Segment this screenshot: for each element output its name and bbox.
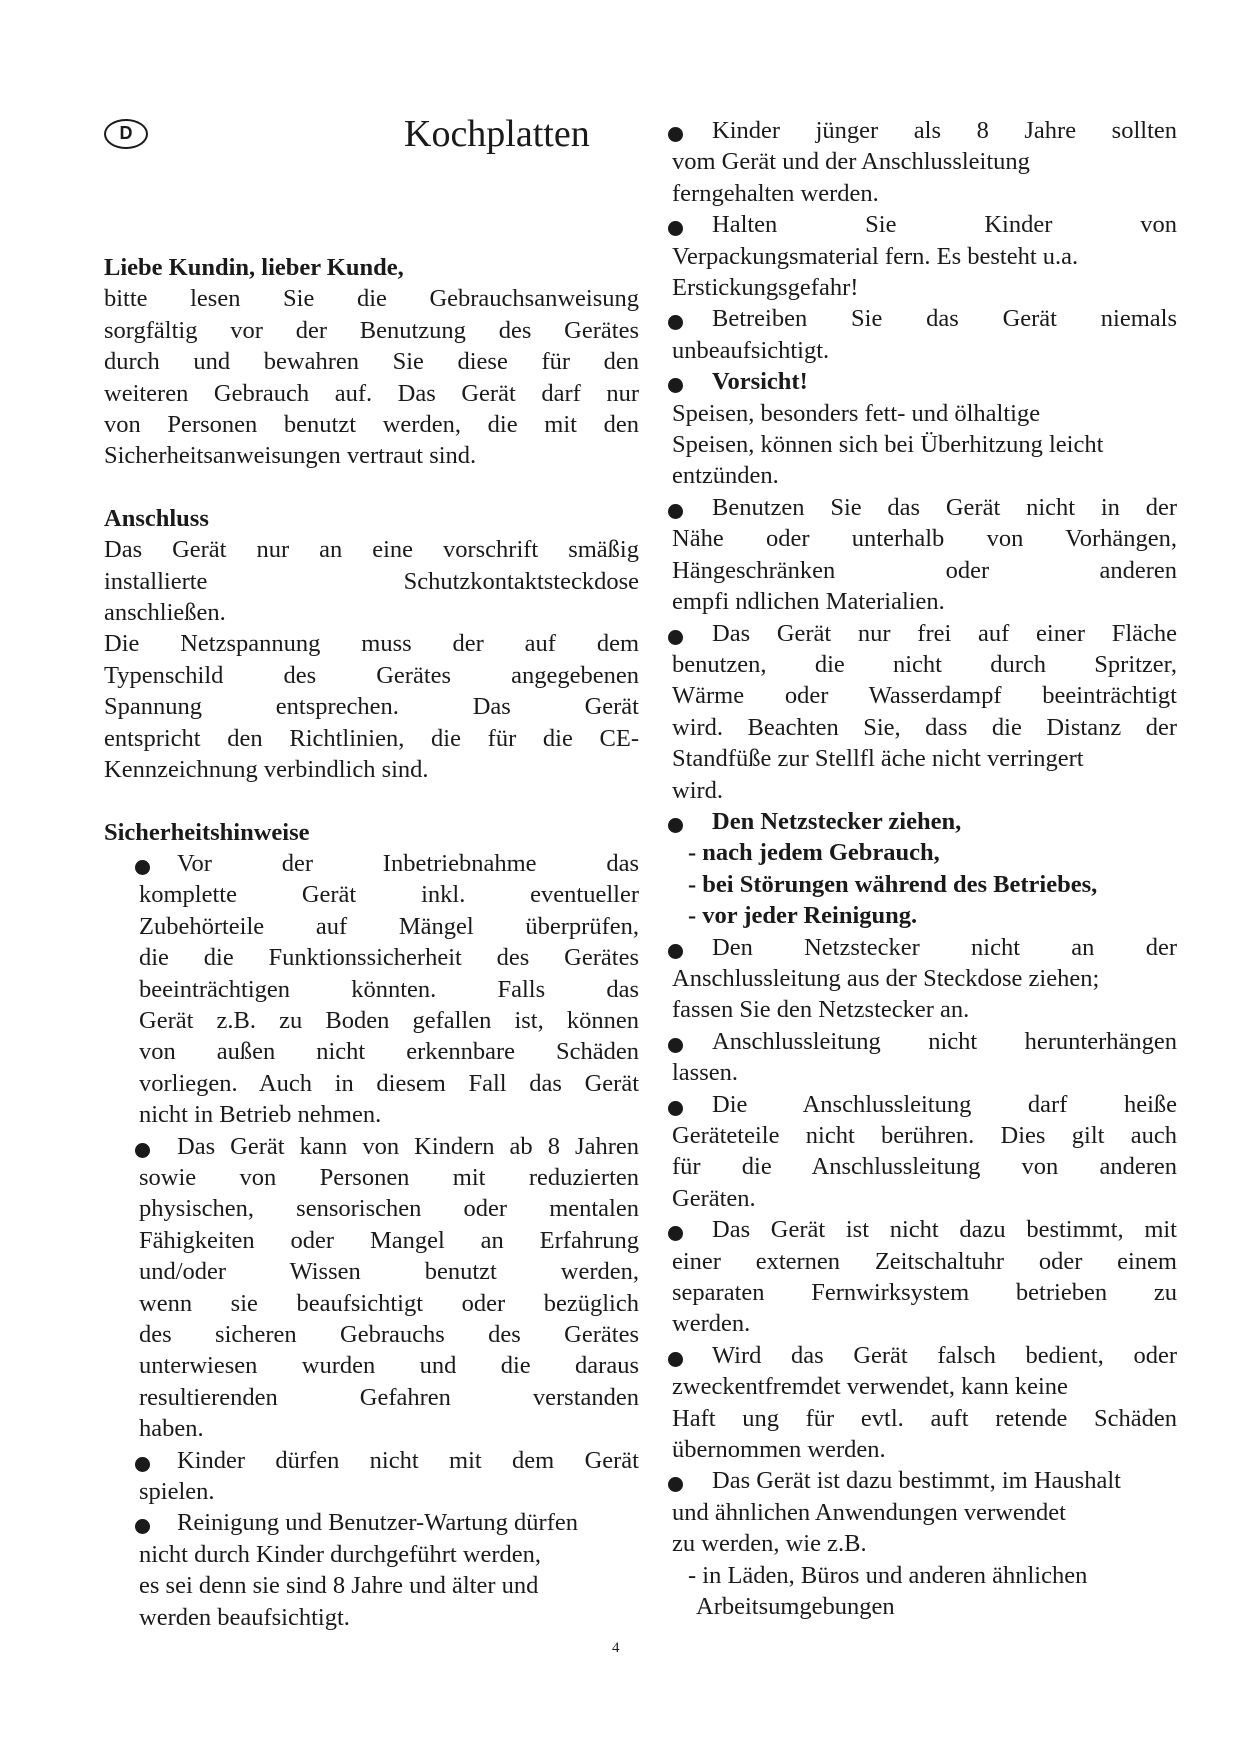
bullet-icon [135,1143,150,1158]
list-item: Das Gerät ist dazu bestimmt, im Haushalt und ähnlichen Anwendungen verwendet zu werden, wie z.B. - in Läden, Büros und anderen ähnlichen Arbeitsumgebungen [672,1465,1177,1622]
list-item: Kinder dürfen nicht mit dem Gerät spielen. [104,1445,639,1508]
intro-line: weiteren Gebrauch auf. Das Gerät darf nur [104,379,639,407]
page-title: Kochplatten [404,113,590,155]
intro-line: bitte lesen Sie die Gebrauchsanweisung [104,285,639,313]
page-number: 4 [612,1640,620,1656]
bullet-icon [135,1457,150,1472]
anschluss-line: Spannung entsprechen. Das Gerät [104,693,639,721]
intro-line: durch und bewahren Sie diese für den [104,348,639,376]
list-item: Benutzen Sie das Gerät nicht in der Nähe oder unterhalb von Vorhängen, Hängeschränken oder anderen empfi ndlichen Materialien. [672,492,1177,618]
list-item: Den Netzstecker nicht an der Anschlussleitung aus der Steckdose ziehen; fassen Sie den Netzstecker an. [672,932,1177,1026]
bullet-icon [668,1101,683,1116]
intro-line: von Personen benutzt werden, die mit den [104,411,639,439]
list-item: Das Gerät kann von Kindern ab 8 Jahren sowie von Personen mit reduzierten physischen, sensorischen oder mentalen Fähigkeiten oder Mangel an Erfahrung und/oder Wissen benutzt werden, wenn sie beaufsichtigt oder bezüglich des sicheren Gebrauchs des Gerätes unterwiesen wurden und die daraus resultierenden Gefahren verstanden haben. [104,1131,639,1445]
anschluss-heading: Anschluss [104,504,209,532]
anschluss-line: installierte Schutzkontaktsteckdose [104,567,639,595]
bullet-icon [135,860,150,875]
bullet-icon [668,1038,683,1053]
list-item: Den Netzstecker ziehen, - nach jedem Gebrauch, - bei Störungen während des Betriebes, - vor jeder Reinigung. [672,806,1177,932]
anschluss-line: entspricht den Richtlinien, die für die CE- [104,724,639,752]
anschluss-line: anschließen. [104,599,226,627]
list-item: Betreiben Sie das Gerät niemals unbeaufsichtigt. [672,303,1177,366]
greeting: Liebe Kundin, lieber Kunde, [104,254,404,281]
anschluss-line: Die Netzspannung muss der auf dem [104,630,639,658]
bullet-icon [668,127,683,142]
list-item: Die Anschlussleitung darf heiße Geräteteile nicht berühren. Dies gilt auch für die Anschlussleitung von anderen Geräten. [672,1089,1177,1215]
list-item: Reinigung und Benutzer-Wartung dürfen nicht durch Kinder durchgeführt werden, es sei denn sie sind 8 Jahre und älter und werden beaufsichtigt. [104,1507,639,1633]
right-column [672,115,1177,1623]
list-item: Wird das Gerät falsch bedient, oder zweckentfremdet verwendet, kann keine Haft ung für evtl. auft retende Schäden übernommen werden. [672,1340,1177,1466]
safety-heading: Sicherheitshinweise [104,818,310,846]
bullet-icon [668,818,683,833]
anschluss-line: Typenschild des Gerätes angegebenen [104,661,639,689]
list-item: Anschlussleitung nicht herunterhängen lassen. [672,1026,1177,1089]
intro-line: sorgfältig vor der Benutzung des Gerätes [104,316,639,344]
bullet-icon [668,630,683,645]
bullet-icon [668,504,683,519]
language-badge: D [104,119,148,149]
list-item: Vorsicht! Speisen, besonders fett- und ölhaltige Speisen, können sich bei Überhitzung leicht entzünden. [672,366,1177,492]
anschluss-line: Das Gerät nur an eine vorschrift smäßig [104,536,639,564]
intro-line: Sicherheitsanweisungen vertraut sind. [104,442,477,470]
list-item: Kinder jünger als 8 Jahre sollten vom Gerät und der Anschlussleitung ferngehalten werden. [672,115,1177,209]
anschluss-line: Kennzeichnung verbindlich sind. [104,756,429,784]
bullet-icon [668,944,683,959]
left-column [104,252,639,1633]
list-item: Das Gerät nur frei auf einer Fläche benutzen, die nicht durch Spritzer, Wärme oder Wasserdampf beeinträchtigt wird. Beachten Sie, dass die Distanz der Standfüße zur Stellfl äche nicht verringert wird. [672,618,1177,806]
bullet-icon [668,1352,683,1367]
list-item: Vor der Inbetriebnahme das komplette Gerät inkl. eventueller Zubehörteile auf Mängel überprüfen, die die Funktionssicherheit des Gerätes beeinträchtigen könnten. Falls das Gerät z.B. zu Boden gefallen ist, können von außen nicht erkennbare Schäden vorliegen. Auch in diesem Fall das Gerät nicht in Betrieb nehmen. [104,848,639,1131]
list-item: Halten Sie Kinder von Verpackungsmaterial fern. Es besteht u.a. Erstickungsgefahr! [672,209,1177,303]
list-item: Das Gerät ist nicht dazu bestimmt, mit einer externen Zeitschaltuhr oder einem separaten Fernwirksystem betrieben zu werden. [672,1214,1177,1340]
